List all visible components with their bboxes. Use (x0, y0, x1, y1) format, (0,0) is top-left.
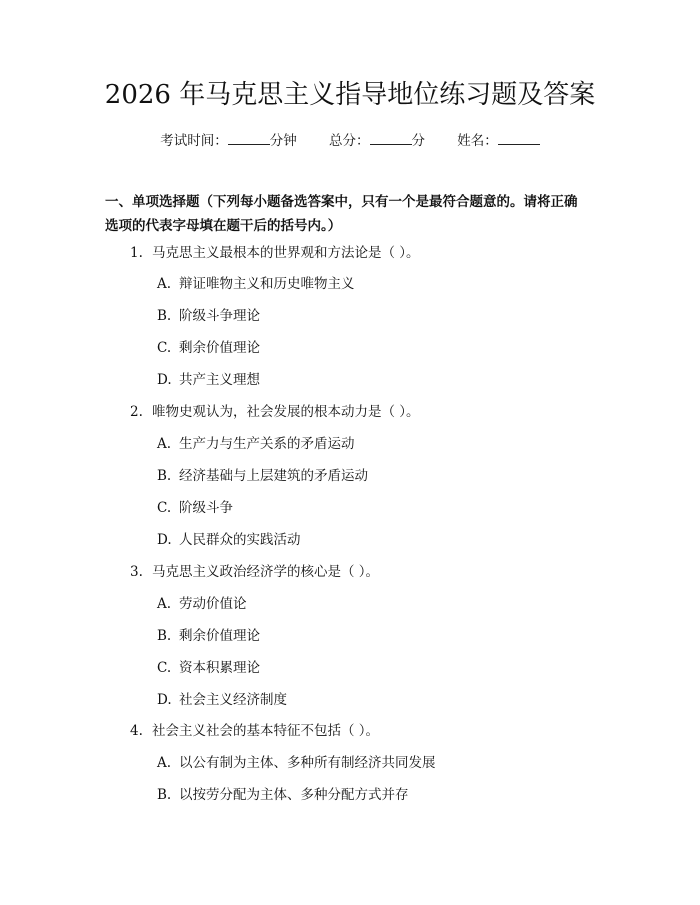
option-item (157, 784, 409, 806)
exam-meta (0, 130, 700, 152)
option-letter: D. (157, 692, 172, 708)
option-letter: C. (157, 340, 172, 356)
section-heading-line2: 选项的代表字母填在题干后的括号内。） (105, 218, 342, 234)
question-number: 2. (130, 404, 143, 420)
question-text: 社会主义社会的基本特征不包括（ ）。 (152, 723, 380, 739)
question-stem (130, 242, 420, 264)
option-text: 以公有制为主体、多种所有制经济共同发展 (179, 755, 436, 771)
option-item (157, 689, 287, 711)
option-item (157, 337, 260, 359)
score-unit: 分 (411, 133, 425, 149)
question-text: 马克思主义最根本的世界观和方法论是（ ）。 (152, 245, 420, 261)
option-letter: C. (157, 500, 172, 516)
option-item (157, 593, 247, 615)
option-letter: B. (157, 628, 172, 644)
document-title: 2026 年马克思主义指导地位练习题及答案 (104, 80, 596, 110)
score-label: 总分： (329, 133, 370, 149)
option-text: 共产主义理想 (179, 372, 260, 388)
option-letter: B. (157, 468, 172, 484)
option-letter: A. (157, 755, 172, 771)
total-score (329, 130, 425, 152)
question-number: 4. (130, 723, 143, 739)
option-letter: B. (157, 308, 172, 324)
option-text: 阶级斗争 (179, 500, 233, 516)
option-letter: A. (157, 276, 172, 292)
option-text: 剩余价值理论 (179, 628, 260, 644)
option-item (157, 529, 301, 551)
question-number: 3. (130, 564, 143, 580)
option-letter: C. (157, 660, 172, 676)
question-text: 马克思主义政治经济学的核心是（ ）。 (152, 564, 380, 580)
option-item (157, 657, 260, 679)
question-stem (130, 561, 379, 583)
option-item (157, 273, 355, 295)
option-item (157, 625, 260, 647)
score-blank (370, 130, 412, 145)
option-letter: D. (157, 372, 172, 388)
option-text: 社会主义经济制度 (179, 692, 287, 708)
time-unit: 分钟 (269, 133, 297, 149)
option-item (157, 433, 355, 455)
option-item (157, 369, 260, 391)
option-item (157, 465, 368, 487)
section-heading-line1: 一、单项选择题（下列每小题备选答案中，只有一个是最符合题意的。请将正确 (105, 194, 578, 210)
option-item (157, 752, 436, 774)
section-heading (105, 190, 605, 238)
option-text: 劳动价值论 (179, 596, 247, 612)
option-item (157, 305, 260, 327)
option-item (157, 497, 233, 519)
option-text: 人民群众的实践活动 (179, 532, 301, 548)
option-text: 经济基础与上层建筑的矛盾运动 (179, 468, 368, 484)
option-text: 以按劳分配为主体、多种分配方式并存 (179, 787, 409, 803)
option-text: 剩余价值理论 (179, 340, 260, 356)
time-label: 考试时间： (160, 133, 228, 149)
option-letter: D. (157, 532, 172, 548)
question-stem (130, 401, 420, 423)
time-blank (228, 130, 270, 145)
name-label: 姓名： (457, 133, 498, 149)
option-text: 辩证唯物主义和历史唯物主义 (179, 276, 355, 292)
option-letter: A. (157, 596, 172, 612)
exam-time (160, 130, 297, 152)
question-number: 1. (130, 245, 143, 261)
option-text: 生产力与生产关系的矛盾运动 (179, 436, 355, 452)
option-letter: A. (157, 436, 172, 452)
student-name (457, 130, 540, 152)
option-letter: B. (157, 787, 172, 803)
name-blank (498, 130, 540, 145)
option-text: 资本积累理论 (179, 660, 260, 676)
question-stem (130, 720, 379, 742)
option-text: 阶级斗争理论 (179, 308, 260, 324)
question-text: 唯物史观认为，社会发展的根本动力是（ ）。 (152, 404, 420, 420)
